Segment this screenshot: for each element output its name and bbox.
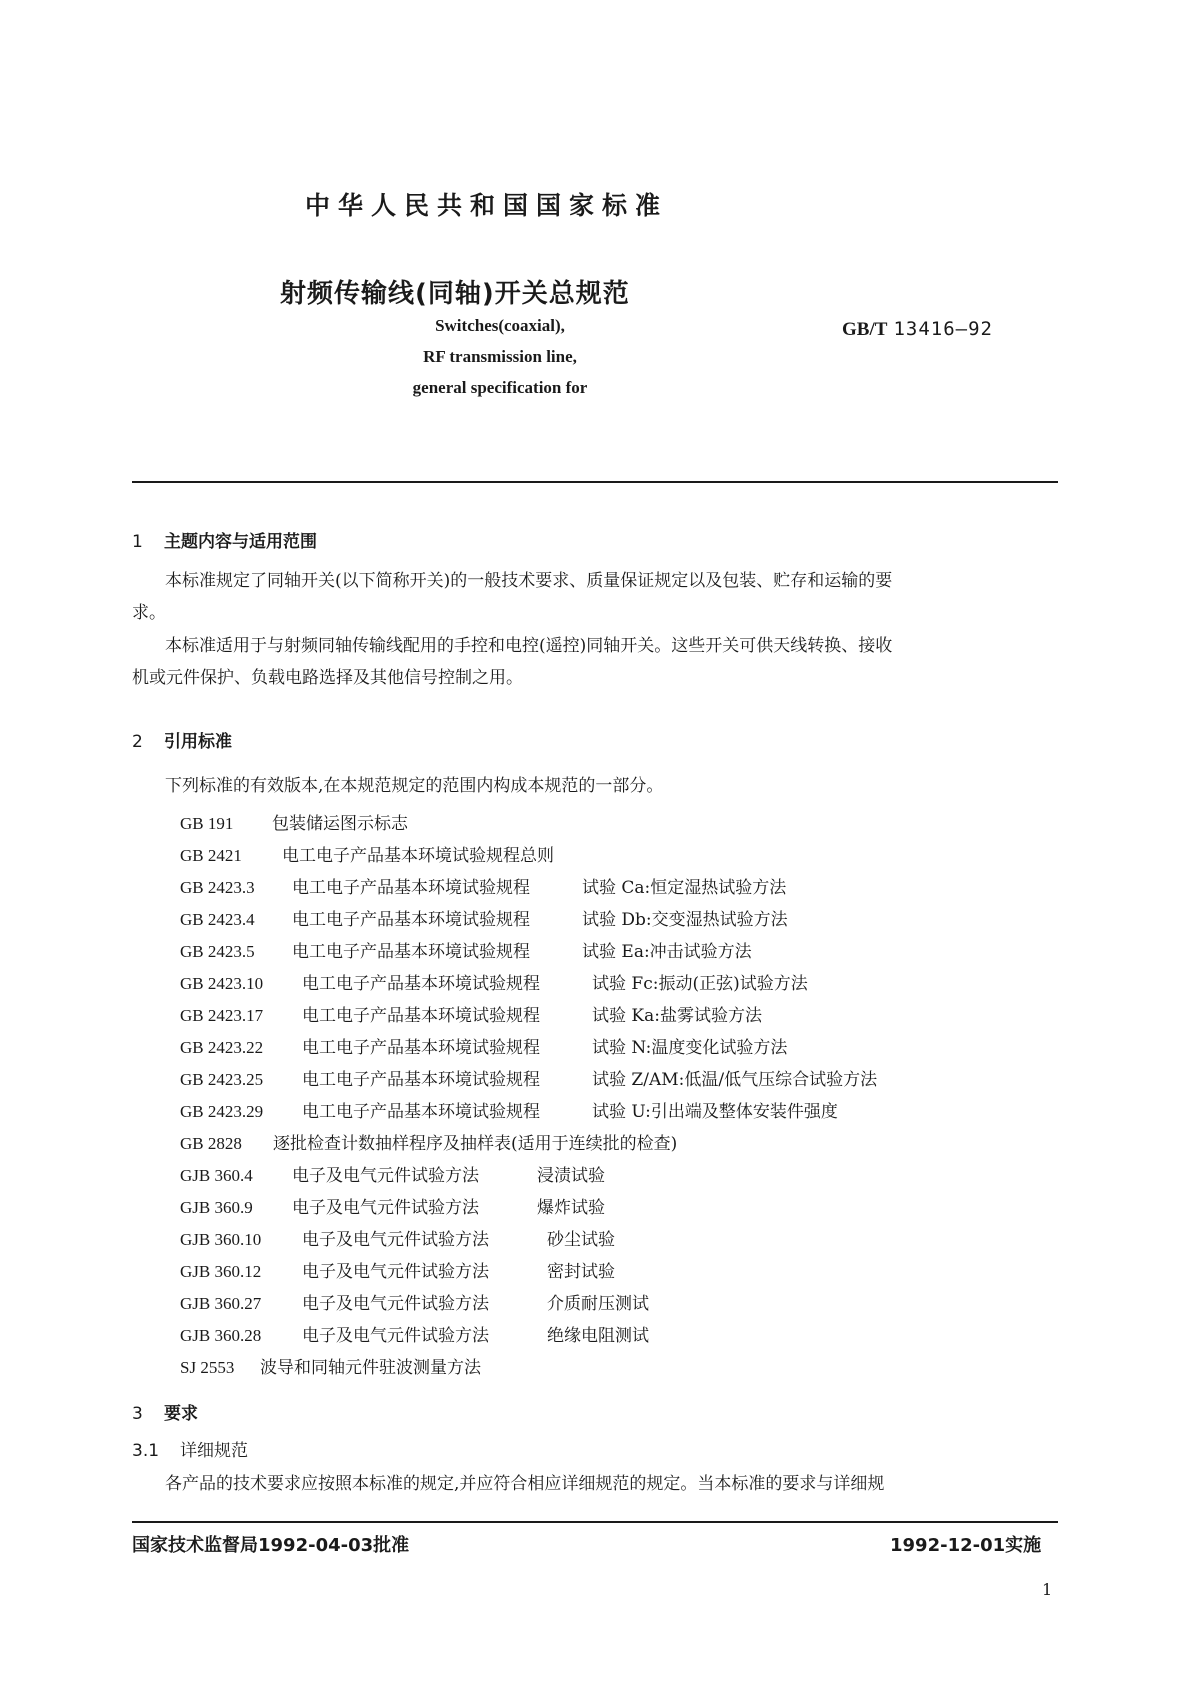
reference-title: 电子及电气元件试验方法 bbox=[292, 1198, 479, 1218]
english-title-line-1: Switches(coaxial), bbox=[435, 316, 565, 335]
approval-date: 国家技术监督局1992-04-03批准 bbox=[132, 1535, 410, 1556]
reference-code: GJB 360.12 bbox=[180, 1262, 262, 1281]
reference-title: 电工电子产品基本环境试验规程 bbox=[302, 1070, 540, 1090]
reference-title: 电工电子产品基本环境试验规程 bbox=[302, 1038, 540, 1058]
reference-title: 电工电子产品基本环境试验规程 bbox=[292, 942, 530, 962]
reference-title: 包装储运图示标志 bbox=[272, 814, 408, 834]
reference-title: 电子及电气元件试验方法 bbox=[302, 1262, 489, 1282]
reference-test: 试验 Ea:冲击试验方法 bbox=[582, 942, 752, 962]
reference-item bbox=[180, 1320, 877, 1352]
reference-test: 密封试验 bbox=[547, 1262, 615, 1282]
reference-code: SJ 2553 bbox=[180, 1358, 235, 1377]
reference-item bbox=[180, 872, 877, 904]
reference-test: 试验 N:温度变化试验方法 bbox=[592, 1038, 788, 1058]
reference-code: GJB 360.28 bbox=[180, 1326, 262, 1345]
reference-title: 电工电子产品基本环境试验规程 bbox=[292, 910, 530, 930]
reference-test: 试验 U:引出端及整体安装件强度 bbox=[592, 1102, 838, 1122]
reference-test: 试验 Ca:恒定湿热试验方法 bbox=[582, 878, 787, 898]
reference-code: GB 2423.17 bbox=[180, 1006, 264, 1025]
subsection-title: 详细规范 bbox=[180, 1441, 248, 1461]
reference-code: GB 2423.4 bbox=[180, 910, 255, 929]
section-2-heading bbox=[132, 727, 232, 752]
reference-title: 电子及电气元件试验方法 bbox=[302, 1294, 489, 1314]
reference-title: 逐批检查计数抽样程序及抽样表(适用于连续批的检查) bbox=[273, 1134, 678, 1154]
section-number: 3 bbox=[132, 1404, 143, 1424]
reference-code: GB 2423.10 bbox=[180, 974, 264, 993]
reference-test: 试验 Z/AM:低温/低气压综合试验方法 bbox=[592, 1070, 878, 1090]
section-number: 1 bbox=[132, 532, 143, 552]
reference-test: 试验 Fc:振动(正弦)试验方法 bbox=[592, 974, 808, 994]
reference-test: 绝缘电阻测试 bbox=[547, 1326, 649, 1346]
section-1-heading bbox=[132, 527, 317, 552]
reference-title: 电工电子产品基本环境试验规程 bbox=[292, 878, 530, 898]
reference-item bbox=[180, 1064, 877, 1096]
reference-code: GB 2423.22 bbox=[180, 1038, 264, 1057]
reference-test: 浸渍试验 bbox=[537, 1166, 605, 1186]
reference-code: GB 191 bbox=[180, 814, 234, 833]
reference-item bbox=[180, 1160, 877, 1192]
page-number: 1 bbox=[1042, 1580, 1053, 1599]
reference-title: 电子及电气元件试验方法 bbox=[302, 1326, 489, 1346]
reference-title: 电子及电气元件试验方法 bbox=[302, 1230, 489, 1250]
reference-item bbox=[180, 1352, 877, 1384]
reference-code: GB 2421 bbox=[180, 846, 242, 865]
reference-item bbox=[180, 840, 877, 872]
section-1-para-1-line-1: 本标准规定了同轴开关(以下简称开关)的一般技术要求、质量保证规定以及包装、贮存和运输的要 bbox=[165, 571, 893, 591]
reference-item bbox=[180, 1128, 877, 1160]
reference-title: 电工电子产品基本环境试验规程 bbox=[282, 846, 520, 866]
section-1-para-1-line-2: 求。 bbox=[132, 603, 166, 623]
reference-title: 电工电子产品基本环境试验规程 bbox=[302, 1006, 540, 1026]
reference-code: GJB 360.27 bbox=[180, 1294, 262, 1313]
reference-code: GB 2423.5 bbox=[180, 942, 255, 961]
reference-item bbox=[180, 1224, 877, 1256]
reference-code: GB 2423.25 bbox=[180, 1070, 264, 1089]
section-1-para-2-line-1: 本标准适用于与射频同轴传输线配用的手控和电控(遥控)同轴开关。这些开关可供天线转换、接收 bbox=[165, 636, 893, 656]
reference-code: GB 2828 bbox=[180, 1134, 242, 1153]
reference-test: 砂尘试验 bbox=[547, 1230, 615, 1250]
subsection-number: 3.1 bbox=[132, 1441, 160, 1461]
header-divider bbox=[132, 481, 1058, 483]
implementation-date: 1992-12-01实施 bbox=[890, 1535, 1042, 1556]
reference-item bbox=[180, 968, 877, 1000]
reference-item bbox=[180, 936, 877, 968]
reference-item bbox=[180, 1032, 877, 1064]
standard-code-prefix: GB/T bbox=[842, 319, 888, 340]
section-title: 要求 bbox=[164, 1404, 198, 1424]
reference-item bbox=[180, 808, 877, 840]
document-title: 射频传输线(同轴)开关总规范 bbox=[280, 279, 630, 309]
reference-code: GB 2423.29 bbox=[180, 1102, 264, 1121]
reference-test: 总则 bbox=[520, 846, 554, 866]
reference-title: 电子及电气元件试验方法 bbox=[292, 1166, 479, 1186]
reference-test: 试验 Db:交变湿热试验方法 bbox=[582, 910, 788, 930]
standard-code-number: 13416—92 bbox=[893, 318, 993, 340]
english-title-line-3: general specification for bbox=[412, 378, 588, 397]
reference-test: 试验 Ka:盐雾试验方法 bbox=[592, 1006, 762, 1026]
subsection-3-1-heading bbox=[132, 1435, 248, 1467]
reference-item bbox=[180, 904, 877, 936]
section-title: 引用标准 bbox=[164, 732, 232, 752]
reference-title: 电工电子产品基本环境试验规程 bbox=[302, 1102, 540, 1122]
reference-item bbox=[180, 1256, 877, 1288]
section-2-intro: 下列标准的有效版本,在本规范规定的范围内构成本规范的一部分。 bbox=[165, 776, 664, 796]
reference-code: GB 2423.3 bbox=[180, 878, 255, 897]
national-standard-heading: 中华人民共和国国家标准 bbox=[305, 191, 669, 220]
reference-item bbox=[180, 1096, 877, 1128]
reference-code: GJB 360.9 bbox=[180, 1198, 253, 1217]
reference-list bbox=[180, 808, 877, 1384]
section-number: 2 bbox=[132, 732, 143, 752]
reference-item bbox=[180, 1192, 877, 1224]
section-3-1-para-line-1: 各产品的技术要求应按照本标准的规定,并应符合相应详细规范的规定。当本标准的要求与详细规 bbox=[165, 1474, 885, 1494]
reference-title: 电工电子产品基本环境试验规程 bbox=[302, 974, 540, 994]
footer-divider bbox=[132, 1521, 1058, 1523]
reference-code: GJB 360.4 bbox=[180, 1166, 253, 1185]
section-title: 主题内容与适用范围 bbox=[164, 532, 317, 552]
reference-test: 爆炸试验 bbox=[537, 1198, 605, 1218]
reference-test: 介质耐压测试 bbox=[547, 1294, 649, 1314]
standard-number bbox=[842, 318, 993, 341]
reference-item bbox=[180, 1000, 877, 1032]
reference-code: GJB 360.10 bbox=[180, 1230, 262, 1249]
reference-item bbox=[180, 1288, 877, 1320]
section-1-para-2-line-2: 机或元件保护、负载电路选择及其他信号控制之用。 bbox=[132, 668, 523, 688]
reference-title: 波导和同轴元件驻波测量方法 bbox=[260, 1358, 481, 1378]
section-3-heading bbox=[132, 1399, 198, 1424]
english-title-line-2: RF transmission line, bbox=[423, 347, 577, 366]
